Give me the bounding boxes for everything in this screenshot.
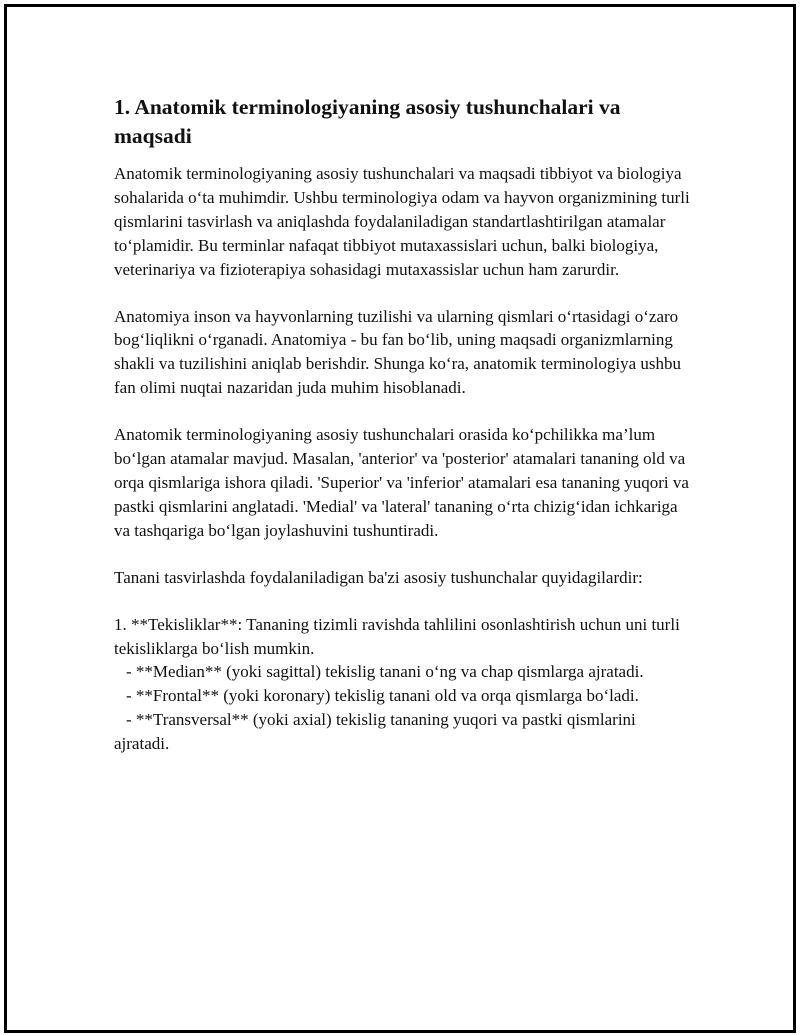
document-body	[114, 93, 692, 756]
sub-item-median-text: - **Median** (yoki sagittal) tekislig tanani o‘ng va chap qismlarga ajratadi.	[126, 662, 644, 682]
sub-item-median	[114, 660, 692, 684]
paragraph-directional-terms: Anatomik terminologiyaning asosiy tushunchalari orasida ko‘pchilikka ma’lum bo‘lgan atamalar mavjud. Masalan, 'anterior' va 'posterior' atamalari tananing old va orqa qismlariga ishora qiladi. 'Superior' va 'inferior' atamalari esa tananing yuqori va pastki qismlarini anglatadi. 'Medial' va 'lateral' tananing o‘rta chizig‘idan ichkariga va tashqariga bo‘lgan joylashuvini tushuntiradi.	[114, 425, 689, 540]
sub-item-transversal-text: - **Transversal** (yoki axial) tekislig tananing yuqori va pastki qismlarini ajratadi.	[114, 710, 636, 754]
sub-item-frontal	[114, 684, 692, 708]
sub-item-transversal	[114, 708, 692, 756]
paragraph-list-intro: Tanani tasvirlashda foydalaniladigan ba'zi asosiy tushunchalar quyidagilardir:	[114, 567, 643, 587]
paragraph-anatomy-definition: Anatomiya inson va hayvonlarning tuzilishi va ularning qismlari o‘rtasidagi o‘zaro bog‘liqlikni o‘rganadi. Anatomiya - bu fan bo‘lib, uning maqsadi organizmlarning shakli va tuzilishini aniqlab berishdir. Shunga ko‘ra, anatomik terminologiya ushbu fan olimi nuqtai nazaridan juda muhim hisoblanadi.	[114, 306, 682, 398]
section-heading: 1. Anatomik terminologiyaning asosiy tushunchalari va maqsadi	[114, 95, 621, 148]
sub-item-frontal-text: - **Frontal** (yoki koronary) tekislig tanani old va orqa qismlarga bo‘ladi.	[126, 686, 639, 706]
list-item-planes: 1. **Tekisliklar**: Tananing tizimli ravishda tahlilini osonlashtirish uchun uni turli tekisliklarga bo‘lish mumkin.	[114, 614, 680, 658]
paragraph-introduction: Anatomik terminologiyaning asosiy tushunchalari va maqsadi tibbiyot va biologiya sohalarida o‘ta muhimdir. Ushbu terminologiya odam va hayvon organizmining turli qismlarini tasvirlash va aniqlashda foydalaniladigan standartlashtirilgan atamalar to‘plamidir. Bu terminlar nafaqat tibbiyot mutaxassislari uchun, balki biologiya, veterinariya va fizioterapiya sohasidagi mutaxassislar uchun ham zarurdir.	[114, 164, 690, 279]
